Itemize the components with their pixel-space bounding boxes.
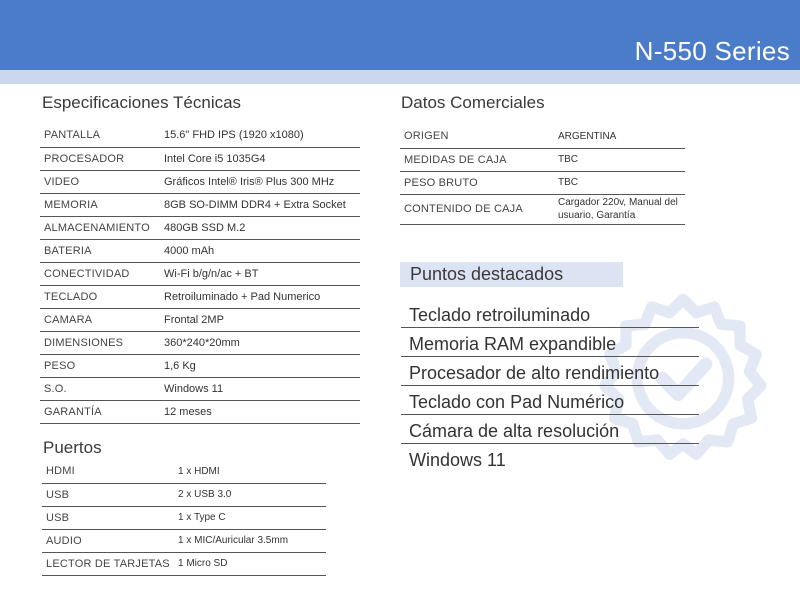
highlight-item: Cámara de alta resolución: [401, 415, 699, 444]
port-row: [42, 529, 326, 552]
port-row: [42, 506, 326, 529]
spec-row: [40, 124, 360, 147]
port-row-label: USB: [42, 483, 174, 506]
spec-row-value: 360*240*20mm: [160, 331, 360, 354]
commercial-row-value: ARGENTINA: [554, 125, 685, 148]
port-row-value: 1 x Type C: [174, 506, 326, 529]
ports-table: [42, 460, 326, 576]
spec-row-value: Gráficos Intel® Iris® Plus 300 MHz: [160, 170, 360, 193]
spec-row-label: MEMORIA: [40, 193, 160, 216]
highlight-item: Teclado con Pad Numérico: [401, 386, 699, 415]
specs-title: Especificaciones Técnicas: [42, 93, 242, 112]
spec-row-value: Windows 11: [160, 377, 360, 400]
port-row: [42, 552, 326, 575]
spec-row: [40, 193, 360, 216]
commercial-row-label: PESO BRUTO: [400, 171, 554, 194]
ports-title: Puertos: [43, 438, 102, 457]
highlights-list: [401, 299, 699, 473]
port-row-value: 1 Micro SD: [174, 552, 326, 575]
commercial-row-value: Cargador 220v, Manual del usuario, Garantía: [554, 194, 685, 224]
highlights-header: [400, 262, 623, 287]
commercial-row-label: ORIGEN: [400, 125, 554, 148]
spec-row-value: 480GB SSD M.2: [160, 216, 360, 239]
spec-row-label: ALMACENAMIENTO: [40, 216, 160, 239]
port-row-value: 2 x USB 3.0: [174, 483, 326, 506]
spec-row-label: PANTALLA: [40, 124, 160, 147]
port-row-value: 1 x MIC/Auricular 3.5mm: [174, 529, 326, 552]
spec-row-label: TECLADO: [40, 285, 160, 308]
spec-row: [40, 262, 360, 285]
spec-row-label: PROCESADOR: [40, 147, 160, 170]
commercial-row: [400, 125, 685, 148]
port-row: [42, 483, 326, 506]
port-row-label: HDMI: [42, 460, 174, 483]
spec-row-value: 1,6 Kg: [160, 354, 360, 377]
spec-row: [40, 239, 360, 262]
spec-row-value: Retroiluminado + Pad Numerico: [160, 285, 360, 308]
highlight-item: Windows 11: [409, 450, 506, 470]
commercial-row: [400, 171, 685, 194]
spec-row-value: 8GB SO-DIMM DDR4 + Extra Socket: [160, 193, 360, 216]
specs-table: [40, 124, 360, 424]
spec-row: [40, 331, 360, 354]
spec-row: [40, 354, 360, 377]
highlights-title: Puntos destacados: [410, 264, 564, 284]
spec-row: [40, 216, 360, 239]
commercial-row-value: TBC: [554, 148, 685, 171]
commercial-row: [400, 194, 685, 224]
spec-row: [40, 147, 360, 170]
port-row-value: 1 x HDMI: [174, 460, 326, 483]
series-title: N-550 Series: [634, 36, 790, 66]
spec-row-label: CONECTIVIDAD: [40, 262, 160, 285]
spec-row-label: GARANTÍA: [40, 400, 160, 423]
spec-row: [40, 400, 360, 423]
spec-row-label: PESO: [40, 354, 160, 377]
highlight-item: Procesador de alto rendimiento: [401, 357, 699, 386]
port-row-label: AUDIO: [42, 529, 174, 552]
spec-row-label: S.O.: [40, 377, 160, 400]
spec-row-label: CAMARA: [40, 308, 160, 331]
spec-row: [40, 377, 360, 400]
spec-row-value: 4000 mAh: [160, 239, 360, 262]
port-row: [42, 460, 326, 483]
spec-row: [40, 170, 360, 193]
spec-row-label: VIDEO: [40, 170, 160, 193]
highlight-item: Teclado retroiluminado: [401, 299, 699, 328]
spec-row: [40, 308, 360, 331]
port-row-label: LECTOR DE TARJETAS: [42, 552, 174, 575]
spec-row-label: DIMENSIONES: [40, 331, 160, 354]
spec-row-value: Wi-Fi b/g/n/ac + BT: [160, 262, 360, 285]
header-strip: [0, 70, 800, 84]
highlight-item: Memoria RAM expandible: [401, 328, 699, 357]
spec-row: [40, 285, 360, 308]
commercial-row-label: CONTENIDO DE CAJA: [400, 194, 554, 224]
spec-row-label: BATERIA: [40, 239, 160, 262]
spec-row-value: 12 meses: [160, 400, 360, 423]
spec-row-value: Intel Core i5 1035G4: [160, 147, 360, 170]
commercial-row-value: TBC: [554, 171, 685, 194]
port-row-label: USB: [42, 506, 174, 529]
commercial-row-label: MEDIDAS DE CAJA: [400, 148, 554, 171]
spec-row-value: Frontal 2MP: [160, 308, 360, 331]
spec-row-value: 15.6" FHD IPS (1920 x1080): [160, 124, 360, 147]
commercial-table: [400, 125, 685, 225]
commercial-row: [400, 148, 685, 171]
commercial-title: Datos Comerciales: [401, 93, 545, 112]
